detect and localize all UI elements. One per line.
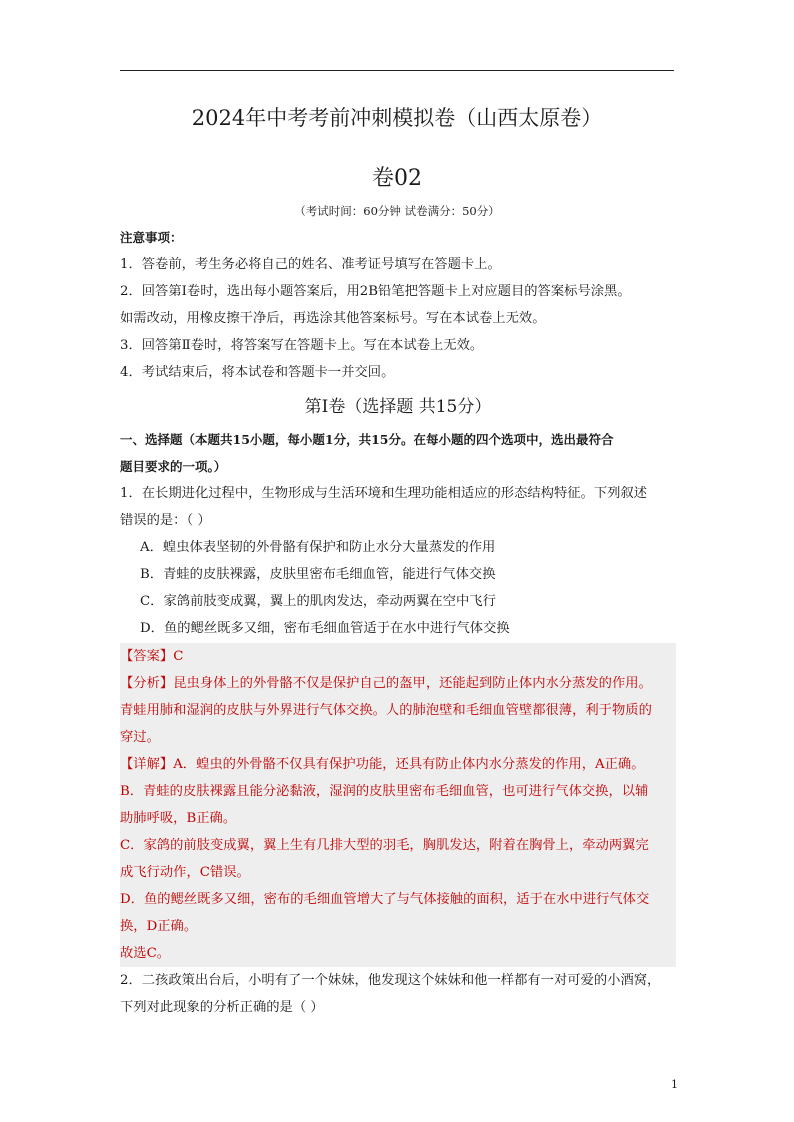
- q1-answer-block: [120, 643, 676, 967]
- section-instructions: 一、选择题（本题共15小题，每小题1分，共15分。在每小题的四个选项中，选出最符合: [120, 432, 614, 447]
- section-instructions-cont: 题目要求的一项。）: [120, 459, 227, 474]
- analysis-text: 昆虫身体上的外骨骼不仅是保护自己的盔甲，还能起到防止体内水分蒸发的作用。: [173, 676, 652, 691]
- conclusion: 故选C。: [120, 946, 171, 961]
- answer-value: C: [173, 649, 184, 664]
- document-body: [120, 224, 676, 1021]
- note-item-2: 2．回答第Ⅰ卷时，选出每小题答案后，用2B铅笔把答题卡上对应题目的答案标号涂黑。: [120, 284, 631, 299]
- analysis-tag: 【分析】: [120, 676, 174, 691]
- answer-tag: 【答案】: [120, 649, 174, 664]
- detail-c: C．家鸽的前肢变成翼，翼上生有几排大型的羽毛，胸肌发达，附着在胸骨上，牵动两翼完: [120, 838, 649, 853]
- note-item-2-cont: 如需改动，用橡皮擦干净后，再选涂其他答案标号。写在本试卷上无效。: [120, 311, 546, 326]
- analysis-line: [120, 670, 676, 697]
- exam-subtitle: 卷02: [372, 166, 422, 191]
- answer-line: [120, 643, 676, 670]
- q1-option-a: A．蝗虫体表坚韧的外骨骼有保护和防止水分大量蒸发的作用: [140, 540, 496, 555]
- page-number: 1: [671, 1078, 678, 1091]
- detail-c-cont: 成飞行动作，C错误。: [120, 865, 250, 880]
- analysis-text-2: 青蛙用肺和湿润的皮肤与外界进行气体交换。人的肺泡壁和毛细血管壁都很薄，利于物质的: [120, 703, 652, 718]
- notes-heading: 注意事项：: [120, 230, 183, 245]
- detail-b-cont: 助肺呼吸，B正确。: [120, 811, 237, 826]
- analysis-text-3: 穿过。: [120, 730, 160, 745]
- q1-option-d: D．鱼的鳃丝既多又细，密布毛细血管适于在水中进行气体交换: [140, 621, 510, 636]
- header-rule: [120, 70, 674, 71]
- q1-option-c: C．家鸽前肢变成翼，翼上的肌肉发达，牵动两翼在空中飞行: [140, 594, 496, 609]
- q1-option-b: B．青蛙的皮肤裸露，皮肤里密布毛细血管，能进行气体交换: [140, 567, 496, 582]
- detail-a-text: A．蝗虫的外骨骼不仅具有保护功能，还具有防止体内水分蒸发的作用，A正确。: [173, 757, 645, 772]
- detail-line-a: [120, 751, 676, 778]
- q2-stem-cont: 下列对此现象的分析正确的是（ ）: [120, 1000, 324, 1015]
- q1-stem: 1．在长期进化过程中，生物形成与生活环境和生理功能相适应的形态结构特征。下列叙述: [120, 486, 648, 501]
- detail-b: B．青蛙的皮肤裸露且能分泌黏液，湿润的皮肤里密布毛细血管，也可进行气体交换，以辅: [120, 784, 649, 799]
- exam-info: （考试时间：60分钟 试卷满分：50分）: [294, 204, 500, 218]
- detail-d-cont: 换，D正确。: [120, 919, 198, 934]
- note-item-3: 3．回答第Ⅱ卷时，将答案写在答题卡上。写在本试卷上无效。: [120, 338, 484, 353]
- note-item-1: 1．答卷前，考生务必将自己的姓名、准考证号填写在答题卡上。: [120, 257, 501, 272]
- exam-title: 2024年中考考前冲刺模拟卷（山西太原卷）: [191, 106, 603, 130]
- q1-stem-cont: 错误的是：（ ）: [120, 513, 211, 528]
- note-item-4: 4．考试结束后，将本试卷和答题卡一并交回。: [120, 365, 395, 380]
- q2-stem: 2．二孩政策出台后，小明有了一个妹妹，他发现这个妹妹和他一样都有一对可爱的小酒窝，: [120, 973, 661, 988]
- section-title: 第Ⅰ卷（选择题 共15分）: [304, 397, 492, 417]
- detail-tag: 【详解】: [120, 757, 174, 772]
- detail-d: D．鱼的鳃丝既多又细，密布的毛细血管增大了与气体接触的面积，适于在水中进行气体交: [120, 892, 650, 907]
